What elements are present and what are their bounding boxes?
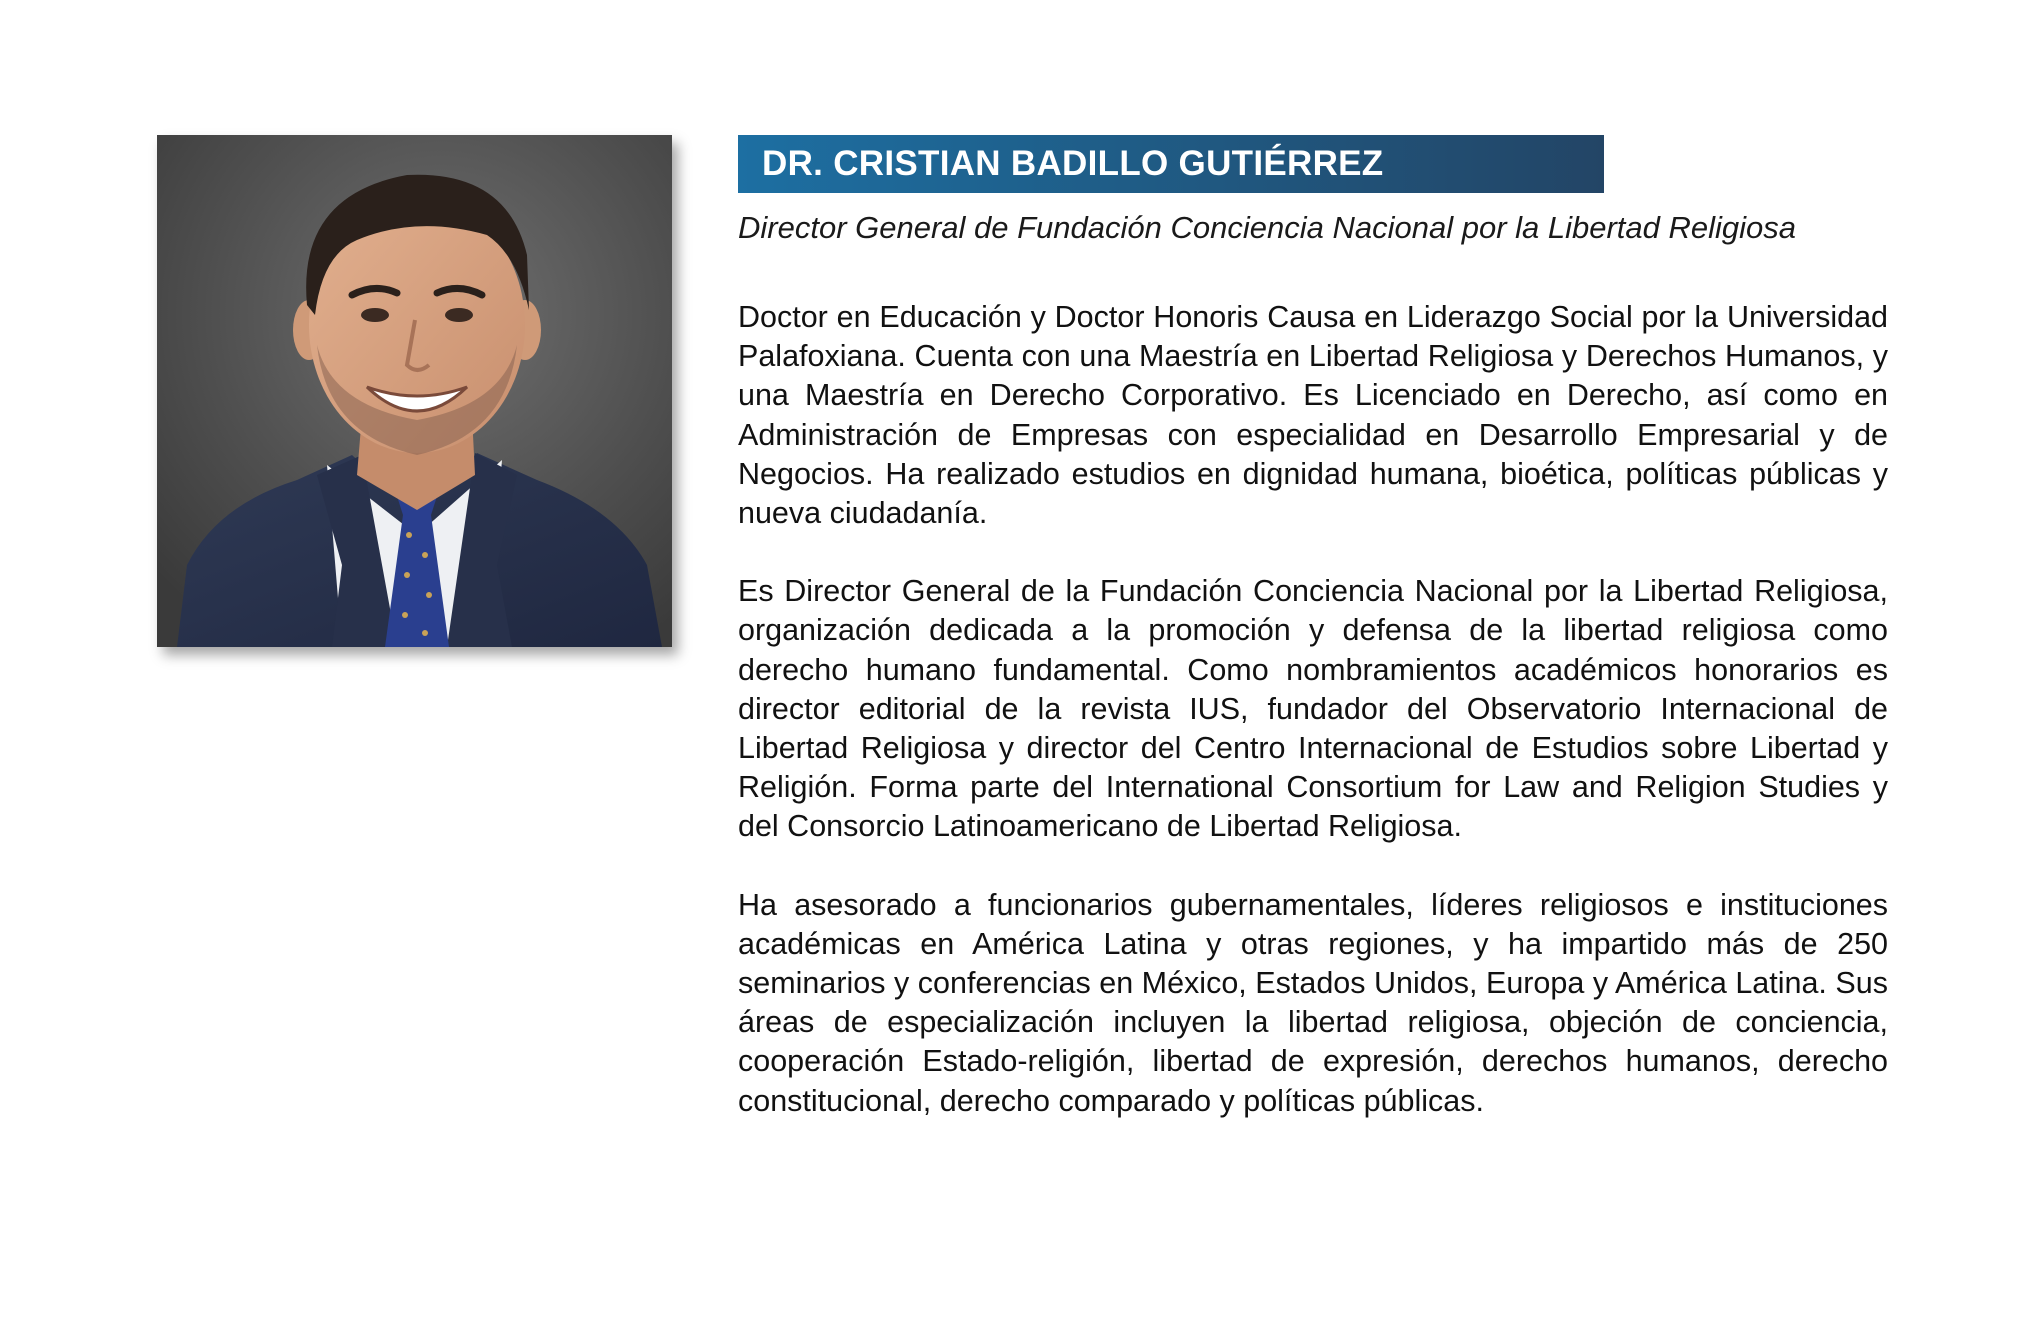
name-banner	[738, 135, 1604, 193]
person-name: DR. CRISTIAN BADILLO GUTIÉRREZ	[762, 144, 1384, 183]
bio-paragraph: Doctor en Educación y Doctor Honoris Causa en Liderazgo Social por la Universidad Palafoxiana. Cuenta con una Maestría en Libertad Religiosa y Derechos Humanos, y una Maestría en Derecho Corporativo. Es Licenciado en Derecho, así como en Administración de Empresas con especialidad en Desarrollo Empresarial y de Negocios. Ha realizado estudios en dignidad humana, bioética, políticas públicas y nueva ciudadanía.	[738, 300, 1888, 531]
portrait-photo	[157, 135, 672, 647]
bio-paragraph: Es Director General de la Fundación Conciencia Nacional por la Libertad Religiosa, organización dedicada a la promoción y defensa de la libertad religiosa como derecho humano fundamental. Como nombramientos académicos honorarios es director editorial de la revista IUS, fundador del Observatorio Internacional de Libertad Religiosa y director del Centro Internacional de Estudios sobre Libertad y Religión. Forma parte del International Consortium for Law and Religion Studies y del Consorcio Latinoamericano de Libertad Religiosa.	[738, 574, 1888, 844]
portrait-illustration	[157, 135, 672, 647]
person-title: Director General de Fundación Conciencia Nacional por la Libertad Religiosa	[738, 210, 1797, 245]
bio-paragraph: Ha asesorado a funcionarios gubernamentales, líderes religiosos e instituciones académicas en América Latina y otras regiones, y ha impartido más de 250 seminarios y conferencias en México, Estados Unidos, Europa y América Latina. Sus áreas de especialización incluyen la libertad religiosa, objeción de conciencia, cooperación Estado-religión, libertad de expresión, derechos humanos, derecho constitucional, derecho comparado y políticas públicas.	[738, 887, 1888, 1118]
biography	[738, 298, 1888, 1160]
